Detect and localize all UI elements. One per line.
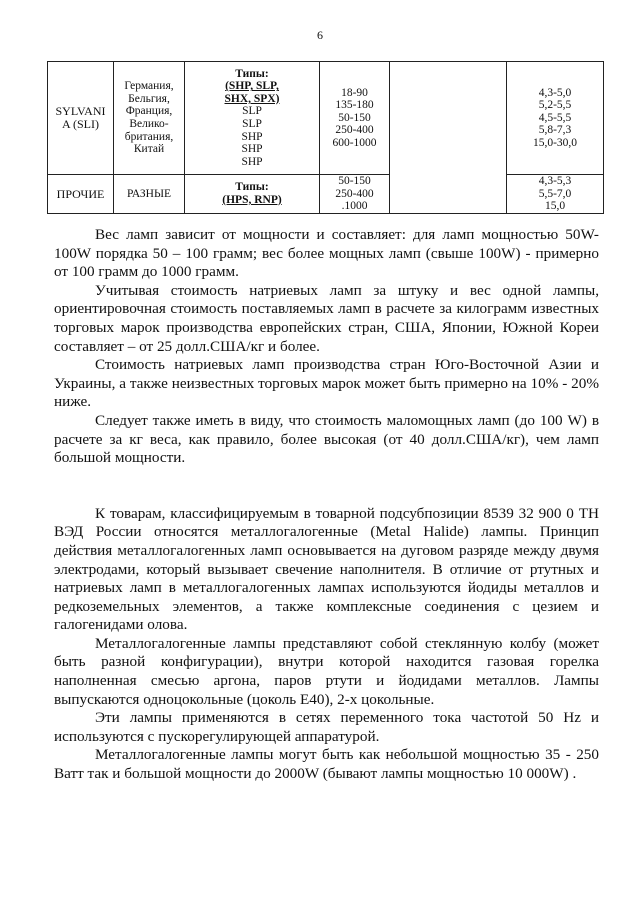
power-value: 250-400 (335, 124, 374, 137)
weight-value: 15,0 (544, 200, 566, 213)
paragraph-lamp-weight: Вес ламп зависит от мощности и составляет: для ламп мощностью 50W-100W порядка 50 – 100 грамм; вес более мощных ламп (свыше 100W) - примерно от 100 грамм до 1000 грамм. (54, 226, 599, 281)
country-line: британия, (124, 130, 174, 143)
type-item: SHP (241, 130, 263, 143)
weight-value: 4,3-5,0 (538, 86, 572, 99)
paragraph-cost-per-kg: Учитывая стоимость натриевых ламп за штуку и вес одной лампы, ориентировочная стоимость поставляемых ламп в расчете за килограмм известных торговых марок производства европейских стран, США, Японии, Южной Кореи составляет – от 25 долл.США/кг и более. (54, 281, 599, 355)
power-value: .1000 (341, 200, 368, 213)
country-line: Франция, (125, 105, 173, 118)
weight-value: 5,2-5,5 (538, 99, 572, 112)
country-line: Германия, (124, 80, 174, 93)
weight-value: 15,0-30,0 (532, 136, 578, 149)
country-line: Велико- (129, 118, 169, 130)
types-header: Типы: (235, 67, 269, 80)
empty-merged-cell (390, 62, 507, 214)
types-group: (HPS, RNP) (222, 193, 282, 206)
types-cell (185, 62, 320, 175)
lamp-spec-table (47, 61, 604, 214)
paragraph-low-power-cost: Следует также иметь в виду, что стоимость маломощных ламп (до 100 W) в расчете за кг веса, как правило, более высокая (от 40 долл.США/кг), чем ламп большой мощности. (54, 411, 599, 467)
countries-cell (114, 62, 185, 175)
country-line: Китай (133, 143, 165, 156)
body-text (54, 226, 599, 784)
brand-cell: ПРОЧИЕ (48, 175, 114, 214)
power-cell (320, 175, 390, 214)
power-value: 250-400 (335, 187, 374, 200)
type-item: SLP (242, 118, 262, 130)
weight-cell (507, 62, 604, 175)
section-gap (54, 468, 599, 505)
paragraph-asia-cost: Стоимость натриевых ламп производства стран Юго-Восточной Азии и Украины, а также неизвестных торговых марок может быть примерно на 10% - 20% ниже. (54, 356, 599, 411)
paragraph-metal-halide-construction: Металлогалогенные лампы представляют собой стеклянную колбу (может быть разной конфигурации), внутри которой находится газовая горелка наполненная смесью аргона, паров ртути и йодидами металлов. Лампы выпускаются одноцокольные (цоколь Е40), 2-х цокольные. (54, 634, 599, 708)
countries-cell: РАЗНЫЕ (114, 175, 185, 214)
power-value: 600-1000 (332, 136, 377, 149)
paragraph-metal-halide-power: Металлогалогенные лампы могут быть как небольшой мощностью 35 - 250 Ватт так и большой мощности до 2000W (бывают лампы мощностью 10 000W) . (54, 746, 599, 783)
power-value: 50-150 (338, 175, 371, 187)
weight-value: 4,5-5,5 (538, 111, 572, 124)
weight-value: 5,5-7,0 (538, 187, 572, 200)
power-value: 18-90 (341, 86, 368, 99)
paragraph-metal-halide-classification: К товарам, классифицируемым в товарной подсубпозиции 8539 32 900 0 ТН ВЭД России относятся металлогалогенные (Metal Halide) лампы. Принцип действия металлогалогенных ламп основывается на дуговом разряде между двумя электродами, который вызывает свечение наполнителя. В отличие от ртутных и натриевых ламп в металлогалогенных лампах используются йодиды металлов и редкоземельных элементов, а также комплексные соединения с цезием и галогенидами олова. (54, 504, 599, 634)
power-cell (320, 62, 390, 175)
power-value: 50-150 (338, 111, 371, 124)
type-item: SHP (241, 155, 263, 168)
weight-value: 5,8-7,3 (538, 124, 572, 137)
brand-cell (48, 62, 114, 175)
type-item: SLP (242, 105, 262, 118)
types-group: (SHP, SLP, (225, 80, 279, 93)
country-line: Бельгия, (128, 92, 170, 105)
types-cell (185, 175, 320, 214)
table-row-other (48, 175, 604, 214)
types-header: Типы: (235, 181, 269, 194)
page-number: 6 (317, 28, 323, 42)
type-item: SHP (241, 143, 263, 156)
paragraph-metal-halide-usage: Эти лампы применяются в сетях переменного тока частотой 50 Hz и используются с пускорегулирующей аппаратурой. (54, 709, 599, 745)
table-row-sylvania (48, 62, 604, 175)
brand-line: A (SLI) (62, 117, 99, 131)
brand-line: SYLVANI (55, 104, 106, 119)
power-value: 135-180 (335, 99, 374, 112)
types-group: SHX, SPX) (224, 92, 280, 105)
weight-value: 4,3-5,3 (538, 175, 572, 187)
weight-cell (507, 175, 604, 214)
